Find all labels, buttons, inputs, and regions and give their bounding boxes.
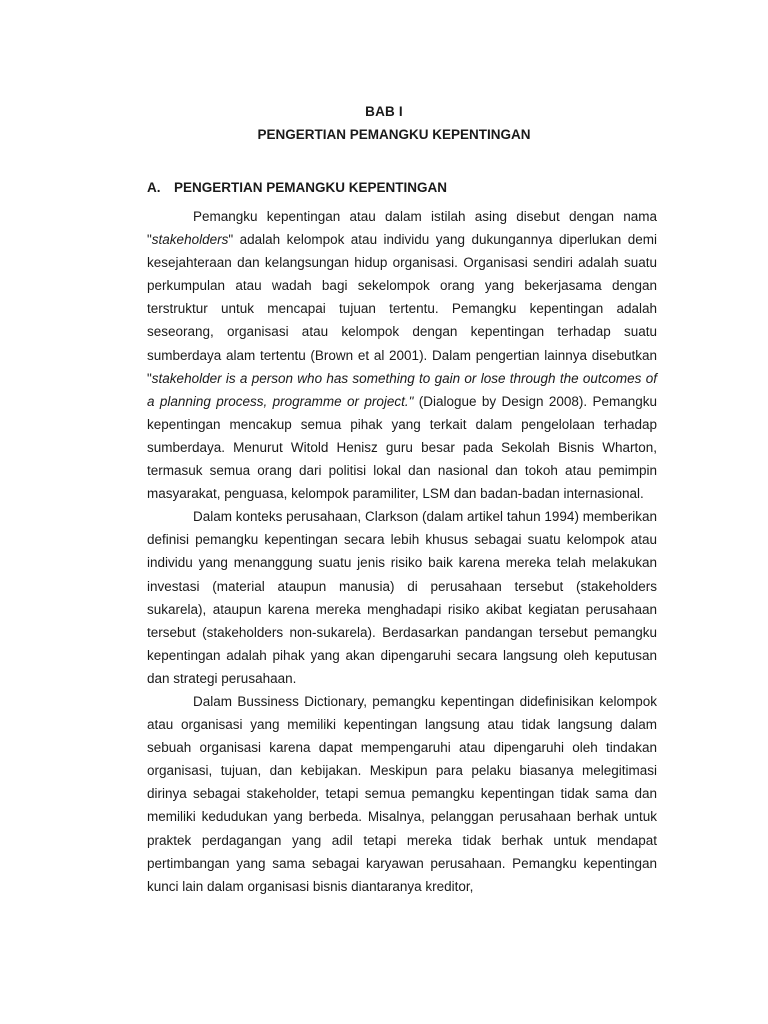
stakeholder-definition-quote: stakeholder is a person who has something to gain or lose through the outcomes of a planning process, programme or project.": [147, 370, 657, 409]
section-heading: [147, 180, 447, 195]
paragraph-1-part-3: " adalah kelompok atau individu yang dukungannya diperlukan demi kesejahteraan dan kelangsungan hidup organisasi. Organisasi sendiri adalah suatu perkumpulan atau wadah bagi sekelompok orang yang bekerjasama dengan terstruktur untuk mencapai tujuan tertentu. Pemangku kepentingan adalah seseorang, organisasi atau kelompok dengan kepentingan terhadap suatu sumberdaya alam tertentu (Brown et al 2001). Dalam pengertian lainnya disebutkan ": [147, 232, 657, 386]
chapter-title: PENGERTIAN PEMANGKU KEPENTINGAN: [257, 127, 531, 142]
paragraph-2: Dalam konteks perusahaan, Clarkson (dalam artikel tahun 1994) memberikan definisi pemangku kepentingan secara lebih khusus sebagai suatu kelompok atau individu yang menanggung suatu jenis risiko baik karena mereka telah melakukan investasi (material ataupun manusia) di perusahaan tersebut (stakeholders sukarela), ataupun karena mereka menghadapi risiko akibat kegiatan perusahaan tersebut (stakeholders non-sukarela). Berdasarkan pandangan tersebut pemangku kepentingan adalah pihak yang akan dipengaruhi secara langsung oleh keputusan dan strategi perusahaan.: [147, 509, 657, 686]
paragraph-1-part-5: (Dialogue by Design 2008). Pemangku kepentingan mencakup semua pihak yang terkait dalam pengelolaan terhadap sumberdaya. Menurut Witold Henisz guru besar pada Sekolah Bisnis Wharton, termasuk semua orang dari politisi lokal dan nasional dan tokoh atau pemimpin masyarakat, penguasa, kelompok paramiliter, LSM dan badan-badan internasional.: [147, 393, 657, 502]
body-text: [147, 205, 657, 898]
section-letter: A.: [147, 180, 161, 195]
section-title: PENGERTIAN PEMANGKU KEPENTINGAN: [174, 180, 448, 195]
paragraph-3: Dalam Bussiness Dictionary, pemangku kepentingan didefinisikan kelompok atau organisasi yang memiliki kepentingan langsung atau tidak langsung dalam sebuah organisasi karena dapat mempengaruhi atau dipengaruhi oleh tindakan organisasi, tujuan, dan kebijakan. Meskipun para pelaku biasanya melegitimasi dirinya sebagai stakeholder, tetapi semua pemangku kepentingan tidak sama dan memiliki kedudukan yang berbeda. Misalnya, pelanggan perusahaan berhak untuk praktek perdagangan yang adil tetapi mereka tidak berhak untuk mendapat pertimbangan yang sama sebagai karyawan perusahaan. Pemangku kepentingan kunci lain dalam organisasi bisnis diantaranya kreditor,: [147, 693, 657, 894]
term-stakeholders: stakeholders: [151, 232, 229, 248]
paragraph-1-part-1: Pemangku kepentingan atau dalam istilah asing disebut dengan nama ": [147, 209, 657, 248]
paragraph-1: [147, 205, 657, 505]
chapter-number: BAB I: [365, 104, 403, 119]
